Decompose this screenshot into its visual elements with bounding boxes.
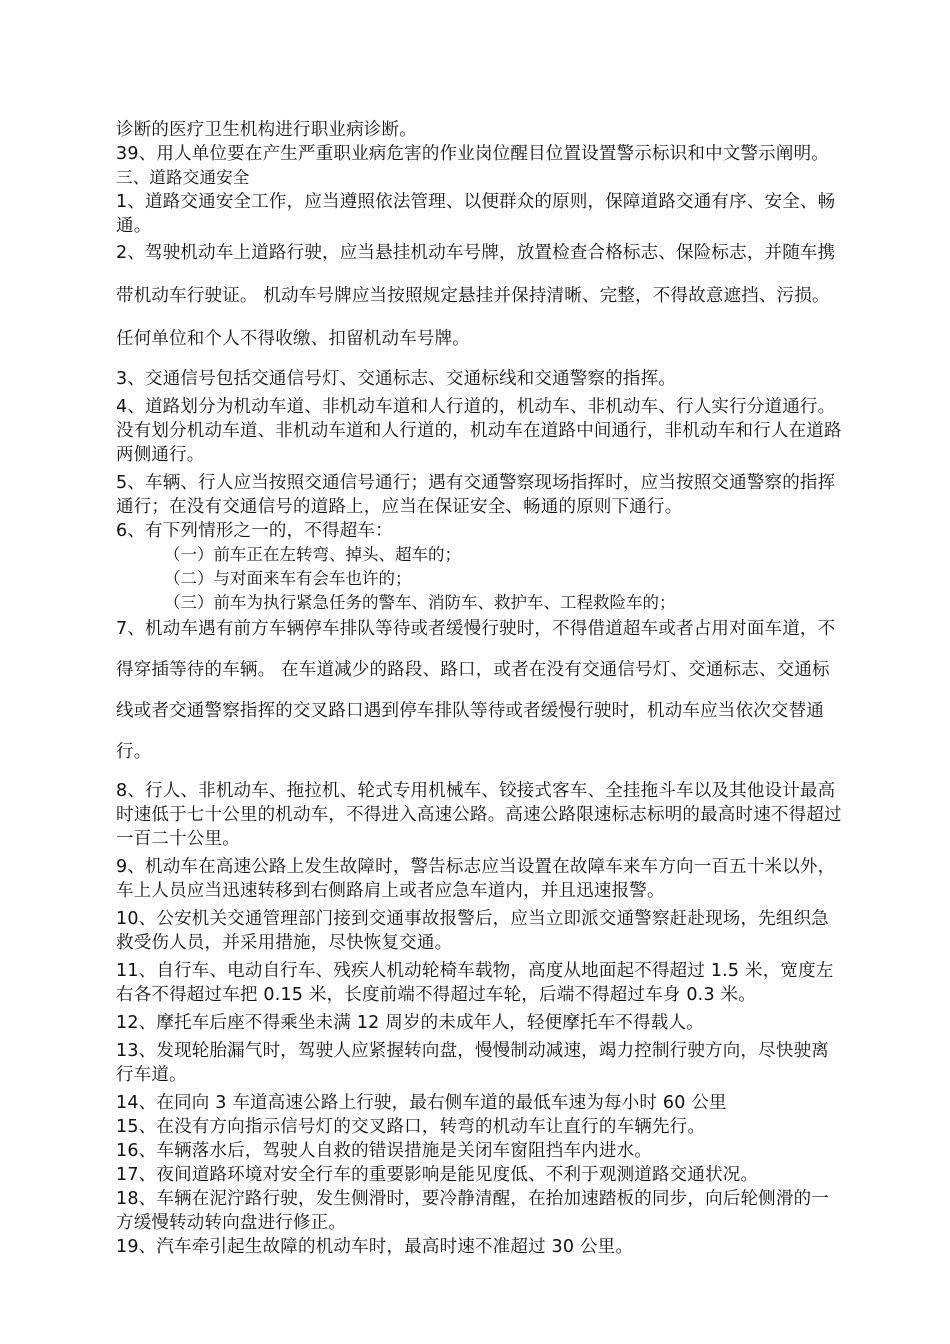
paragraph-3: 3、交通信号包括交通信号灯、交通标志、交通标线和交通警察的指挥。: [116, 369, 677, 389]
paragraph-14: 14、在同向 3 车道高速公路上行驶，最右侧车道的最低车速为每小时 60 公里: [116, 1093, 727, 1113]
paragraph-5: 5、车辆、行人应当按照交通信号通行；遇有交通警察现场指挥时，应当按照交通警察的指挥通行；在没有交通信号的道路上，应当在保证安全、畅通的原则下通行。: [116, 473, 836, 517]
paragraph-18: 18、车辆在泥泞路行驶，发生侧滑时，要冷静清醒，在抬加速踏板的同步，向后轮侧滑的一方缓慢转动转向盘进行修正。: [116, 1189, 829, 1233]
list-item: （二）与对面来车有会车也许的；: [164, 569, 412, 588]
paragraph-19: 19、汽车牵引起生故障的机动车时，最高时速不准超过 30 公里。: [116, 1237, 634, 1257]
paragraph-16: 16、车辆落水后，驾驶人自救的错误措施是关闭车窗阻挡车内进水。: [116, 1141, 652, 1161]
paragraph-4: 4、道路划分为机动车道、非机动车道和人行道的，机动车、非机动车、行人实行分道通行。没有划分机动车道、非机动车道和人行道的，机动车在道路中间通行，非机动车和行人在道路两侧通行。: [116, 397, 842, 465]
paragraph-7: 7、机动车遇有前方车辆停车排队等待或者缓慢行驶时，不得借道超车或者占用对面车道，不得穿插等待的车辆。 在车道减少的路段、路口，或者在没有交通信号灯、交通标志、交通标线或者交通警察指挥的交叉路口遇到停车排队等待或者缓慢行驶时，机动车应当依次交替通行。: [116, 619, 836, 762]
paragraph-11: 11、自行车、电动自行车、残疾人机动轮椅车载物，高度从地面起不得超过 1.5 米，宽度左右各不得超过车把 0.15 米，长度前端不得超过车轮，后端不得超过车身 0.3 米。: [116, 961, 834, 1005]
paragraph-6: 6、有下列情形之一的，不得超车：: [116, 521, 393, 541]
section-heading: 三、道路交通安全: [116, 168, 250, 187]
paragraph-12: 12、摩托车后座不得乘坐未满 12 周岁的未成年人，轻便摩托车不得载人。: [116, 1013, 704, 1033]
paragraph-15: 15、在没有方向指示信号灯的交叉路口，转弯的机动车让直行的车辆先行。: [116, 1117, 706, 1137]
list-item: （一）前车正在左转弯、掉头、超车的；: [164, 545, 461, 564]
paragraph-13: 13、发现轮胎漏气时，驾驶人应紧握转向盘，慢慢制动减速，竭力控制行驶方向，尽快驶离行车道。: [116, 1041, 829, 1085]
paragraph-continuation: 诊断的医疗卫生机构进行职业病诊断。: [116, 120, 417, 140]
paragraph-9: 9、机动车在高速公路上发生故障时，警告标志应当设置在故障车来车方向一百五十米以外，车上人员应当迅速转移到右侧路肩上或者应急车道内，并且迅速报警。: [116, 857, 836, 901]
paragraph-1: 1、道路交通安全工作，应当遵照依法管理、以便群众的原则，保障道路交通有序、安全、畅通。: [116, 192, 836, 236]
paragraph-39: 39、用人单位要在产生严重职业病危害的作业岗位醒目位置设置警示标识和中文警示阐明。: [116, 144, 829, 164]
paragraph-8: 8、行人、非机动车、拖拉机、轮式专用机械车、铰接式客车、全挂拖斗车以及其他设计最高时速低于七十公里的机动车，不得进入高速公路。高速公路限速标志标明的最高时速不得超过一百二十公里。: [116, 781, 842, 849]
paragraph-10: 10、公安机关交通管理部门接到交通事故报警后，应当立即派交通警察赶赴现场，先组织急救受伤人员，并采用措施，尽快恢复交通。: [116, 909, 829, 953]
document-page: [116, 118, 844, 1259]
paragraph-2: 2、驾驶机动车上道路行驶，应当悬挂机动车号牌，放置检查合格标志、保险标志，并随车携带机动车行驶证。 机动车号牌应当按照规定悬挂并保持清晰、完整，不得故意遮挡、污损。 任何单位和个人不得收缴、扣留机动车号牌。: [116, 243, 836, 349]
list-item: （三）前车为执行紧急任务的警车、消防车、救护车、工程救险车的；: [164, 593, 676, 612]
paragraph-17: 17、夜间道路环境对安全行车的重要影响是能见度低、不利于观测道路交通状况。: [116, 1165, 759, 1185]
